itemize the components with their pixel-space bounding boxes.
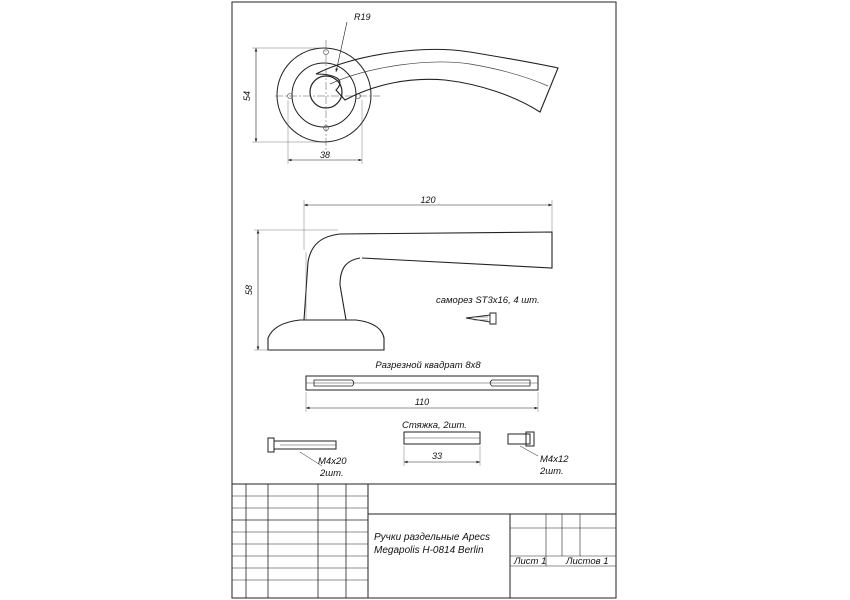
- height-dim-side: 58: [244, 284, 254, 296]
- bolt-short-body: [508, 434, 530, 444]
- screw-icon: [466, 313, 496, 324]
- bolt-long-qty: 2шт.: [320, 468, 344, 479]
- sheet-count: Листов 1: [566, 556, 609, 567]
- width-dim-top: 38: [319, 150, 331, 160]
- rosette-outer: [277, 48, 371, 142]
- square-title: Разрезной квадрат 8x8: [375, 360, 481, 371]
- square-part: [306, 360, 538, 412]
- rosette-side: [268, 320, 384, 350]
- screws-part: [436, 295, 540, 324]
- bolt-long-part: [268, 438, 347, 479]
- coupler-length-dim: 33: [431, 451, 443, 461]
- sheet-frame: [232, 2, 616, 598]
- product-title-line2: Megapolis H-0814 Berlin: [374, 545, 484, 556]
- screws-label: саморез ST3x16, 4 шт.: [436, 295, 540, 306]
- rosette-inner: [292, 63, 356, 127]
- bolt-long-head: [268, 438, 274, 452]
- bolt-long-size: M4x20: [318, 456, 347, 467]
- coupler-part: [402, 420, 480, 466]
- height-dim-top: 54: [242, 90, 252, 102]
- length-dim-side: 120: [420, 195, 436, 205]
- bolt-short-size: M4x12: [540, 454, 569, 465]
- lever-neck: [304, 234, 360, 320]
- title-block: [232, 484, 616, 598]
- bolt-short-part: [508, 432, 569, 477]
- coupler-title: Стяжка, 2шт.: [402, 420, 467, 431]
- product-title-line1: Ручки раздельные Apecs: [374, 532, 490, 543]
- square-length-dim: 110: [414, 397, 430, 407]
- lever-arm: [340, 232, 552, 268]
- radius-label: R19: [354, 12, 371, 22]
- sheet-number: Лист 1: [514, 556, 547, 567]
- side-view: [244, 195, 552, 350]
- top-view: [242, 12, 558, 164]
- bolt-short-qty: 2шт.: [540, 466, 564, 477]
